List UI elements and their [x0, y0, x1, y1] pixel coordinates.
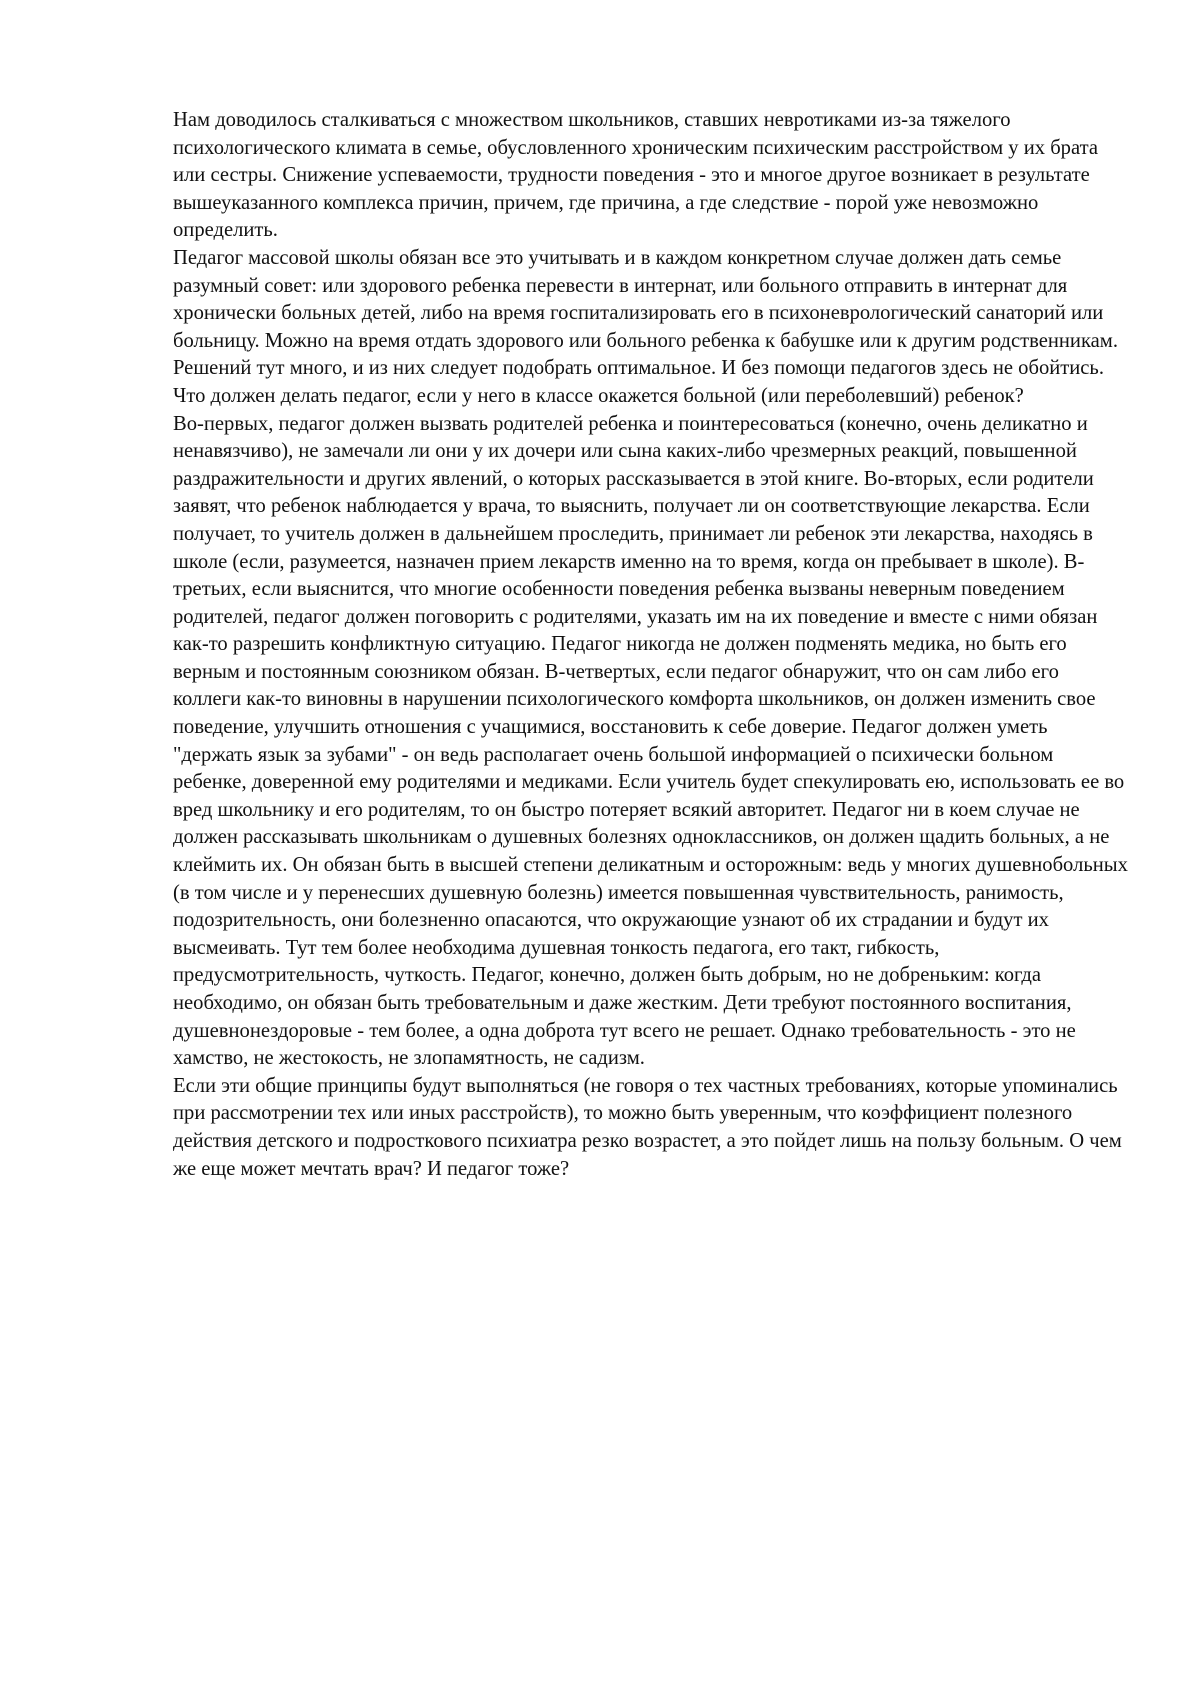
paragraph-4: Во-первых, педагог должен вызвать родителей ребенка и поинтересоваться (конечно, очень деликатно и ненавязчиво), не замечали ли они у их дочери или сына каких-либо чрезмерных реакций, повышенной раздражительности и других явлений, о которых рассказывается в этой книге. Во-вторых, если родители заявят, что ребенок наблюдается у врача, то выяснить, получает ли он соответствующие лекарства. Если получает, то учитель должен в дальнейшем проследить, принимает ли ребенок эти лекарства, находясь в школе (если, разумеется, назначен прием лекарств именно на то время, когда он пребывает в школе). В-третьих, если выяснится, что многие особенности поведения ребенка вызваны неверным поведением родителей, педагог должен поговорить с родителями, указать им на их поведение и вместе с ними обязан как-то разрешить конфликтную ситуацию. Педагог никогда не должен подменять медика, но быть его верным и постоянным союзником обязан. В-четвертых, если педагог обнаружит, что он сам либо его коллеги как-то виновны в нарушении психологического комфорта школьников, он должен изменить свое поведение, улучшить отношения с учащимися, восстановить к себе доверие. Педагог должен уметь "держать язык за зубами" - он ведь располагает очень большой информацией о психически больном ребенке, доверенной ему родителями и медиками. Если учитель будет спекулировать ею, использовать ее во вред школьнику и его родителям, то он быстро потеряет всякий авторитет. Педагог ни в коем случае не должен рассказывать школьникам о душевных болезнях одноклассников, он должен щадить больных, а не клеймить их. Он обязан быть в высшей степени деликатным и осторожным: ведь у многих душевнобольных (в том числе и у перенесших душевную болезнь) имеется повышенная чувствительность, ранимость, подозрительность, они болезненно опасаются, что окружающие узнают об их страдании и будут их высмеивать. Тут тем более необходима душевная тонкость педагога, его такт, гибкость, предусмотрительность, чуткость. Педагог, конечно, должен быть добрым, но не добреньким: когда необходимо, он обязан быть требовательным и даже жестким. Дети требуют постоянного воспитания, душевнонездоровые - тем более, а одна доброта тут всего не решает. Однако требовательность - это не хамство, не жестокость, не злопамятность, не садизм. [173, 412, 1128, 1070]
paragraph-5: Если эти общие принципы будут выполняться (не говоря о тех частных требованиях, которые упоминались при рассмотрении тех или иных расстройств), то можно быть уверенным, что коэффициент полезного действия детского и подросткового психиатра резко возрастет, а это пойдет лишь на пользу больным. О чем же еще может мечтать врач? И педагог тоже? [173, 1074, 1122, 1180]
body-text [173, 107, 1128, 1183]
paragraph-3: Что должен делать педагог, если у него в классе окажется больной (или переболевший) ребенок? [173, 384, 1024, 407]
paragraph-1: Нам доводилось сталкиваться с множеством школьников, ставших невротиками из-за тяжелого психологического климата в семье, обусловленного хроническим психическим расстройством у их брата или сестры. Снижение успеваемости, трудности поведения - это и многое другое возникает в результате вышеуказанного комплекса причин, причем, где причина, а где следствие - порой уже невозможно определить. [173, 109, 1098, 242]
paragraph-2: Педагог массовой школы обязан все это учитывать и в каждом конкретном случае должен дать семье разумный совет: или здорового ребенка перевести в интернат, или больного отправить в интернат для хронически больных детей, либо на время госпитализировать его в психоневрологический санаторий или больницу. Можно на время отдать здорового или больного ребенка к бабушке или к другим родственникам. Решений тут много, и из них следует подобрать оптимальное. И без помощи педагогов здесь не обойтись. [173, 246, 1118, 380]
